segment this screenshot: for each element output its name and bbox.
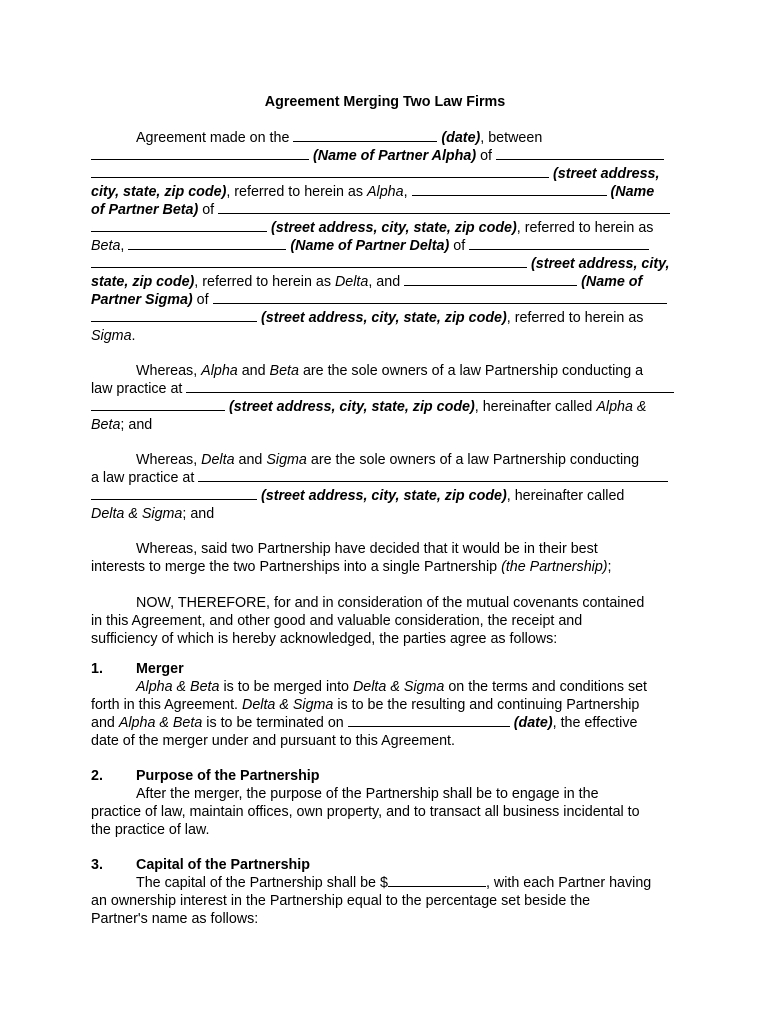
intro-line-5: of Partner Beta) of bbox=[91, 201, 670, 219]
whereas-1-line-3: (street address, city, state, zip code), hereinafter called Alpha & bbox=[91, 398, 646, 416]
partner-delta-name-blank bbox=[128, 237, 286, 250]
now-therefore-line-3: sufficiency of which is hereby acknowledged, the parties agree as follows: bbox=[91, 631, 558, 647]
partner-alpha-address-blank-2 bbox=[91, 165, 549, 178]
section-3-line-2: an ownership interest in the Partnership equal to the percentage set beside the bbox=[91, 893, 591, 909]
intro-line-4: city, state, zip code), referred to herein as Alpha, (Name bbox=[91, 184, 655, 200]
whereas-2-line-3: (street address, city, state, zip code), hereinafter called bbox=[91, 487, 624, 505]
alpha-beta-practice-address-blank-2 bbox=[91, 398, 225, 411]
partner-sigma-name-blank bbox=[404, 273, 577, 286]
partner-sigma-address-blank bbox=[213, 291, 667, 304]
section-3-line-3: Partner's name as follows: bbox=[91, 911, 259, 927]
intro-line-9: state, zip code), referred to herein as Delta, and (Name of bbox=[91, 274, 643, 290]
section-1-line-3: and Alpha & Beta is to be terminated on (date), the effective bbox=[91, 715, 638, 731]
now-therefore-line-2: in this Agreement, and other good and valuable consideration, the receipt and bbox=[91, 613, 583, 629]
section-2-line-2: practice of law, maintain offices, own property, and to transact all business incidental to bbox=[91, 804, 640, 820]
intro-line-10: Partner Sigma) of bbox=[91, 291, 667, 309]
intro-line-12: Sigma. bbox=[91, 328, 136, 344]
date-blank bbox=[293, 129, 437, 142]
whereas-3-line-2: interests to merge the two Partnerships into a single Partnership (the Partnership); bbox=[91, 559, 612, 575]
whereas-1-line-1: Whereas, Alpha and Beta are the sole owners of a law Partnership conducting a bbox=[136, 363, 644, 379]
whereas-1-line-2: law practice at bbox=[91, 380, 674, 398]
intro-line-3: (street address, bbox=[91, 165, 659, 183]
intro-line-11: (street address, city, state, zip code), referred to herein as bbox=[91, 309, 643, 327]
section-1-line-2: forth in this Agreement. Delta & Sigma is to be the resulting and continuing Partnership bbox=[91, 697, 640, 713]
intro-line-7: Beta, (Name of Partner Delta) of bbox=[91, 237, 649, 255]
section-3-line-1: The capital of the Partnership shall be $ , with each Partner having bbox=[136, 875, 652, 891]
partner-delta-address-blank-2 bbox=[91, 255, 527, 268]
whereas-1-line-4: Beta; and bbox=[91, 417, 153, 433]
delta-sigma-practice-address-blank bbox=[198, 469, 668, 482]
document-title: Agreement Merging Two Law Firms bbox=[264, 94, 506, 110]
intro-line-1: Agreement made on the (date), between bbox=[136, 130, 543, 146]
partner-delta-address-blank bbox=[469, 237, 649, 250]
intro-line-8: (street address, city, bbox=[91, 255, 670, 273]
section-2-heading: 2. Purpose of the Partnership bbox=[91, 768, 320, 784]
whereas-2-line-4: Delta & Sigma; and bbox=[91, 506, 215, 522]
delta-sigma-practice-address-blank-2 bbox=[91, 487, 257, 500]
intro-line-2: (Name of Partner Alpha) of bbox=[91, 147, 664, 165]
section-2-line-3: the practice of law. bbox=[91, 822, 210, 838]
partner-alpha-address-blank bbox=[496, 147, 664, 160]
partner-beta-address-blank-2 bbox=[91, 219, 267, 232]
section-1-line-1: Alpha & Beta is to be merged into Delta & Sigma on the terms and conditions set bbox=[136, 679, 648, 695]
partner-beta-name-blank bbox=[412, 183, 607, 196]
partner-sigma-address-blank-2 bbox=[91, 309, 257, 322]
section-1-line-4: date of the merger under and pursuant to this Agreement. bbox=[91, 733, 456, 749]
section-2-line-1: After the merger, the purpose of the Partnership shall be to engage in the bbox=[136, 786, 599, 802]
termination-date-blank bbox=[348, 714, 510, 727]
whereas-2-line-2: a law practice at bbox=[91, 469, 668, 487]
section-1-heading: 1. Merger bbox=[91, 661, 184, 677]
alpha-beta-practice-address-blank bbox=[186, 380, 674, 393]
partner-alpha-name-blank bbox=[91, 147, 309, 160]
capital-amount-blank bbox=[388, 874, 486, 887]
whereas-3-line-1: Whereas, said two Partnership have decided that it would be in their best bbox=[136, 541, 598, 557]
partner-beta-address-blank bbox=[218, 201, 670, 214]
now-therefore-line-1: NOW, THEREFORE, for and in consideration of the mutual covenants contained bbox=[136, 595, 645, 611]
whereas-2-line-1: Whereas, Delta and Sigma are the sole owners of a law Partnership conducting bbox=[136, 452, 640, 468]
intro-line-6: (street address, city, state, zip code), referred to herein as bbox=[91, 219, 653, 237]
section-3-heading: 3. Capital of the Partnership bbox=[91, 857, 310, 873]
